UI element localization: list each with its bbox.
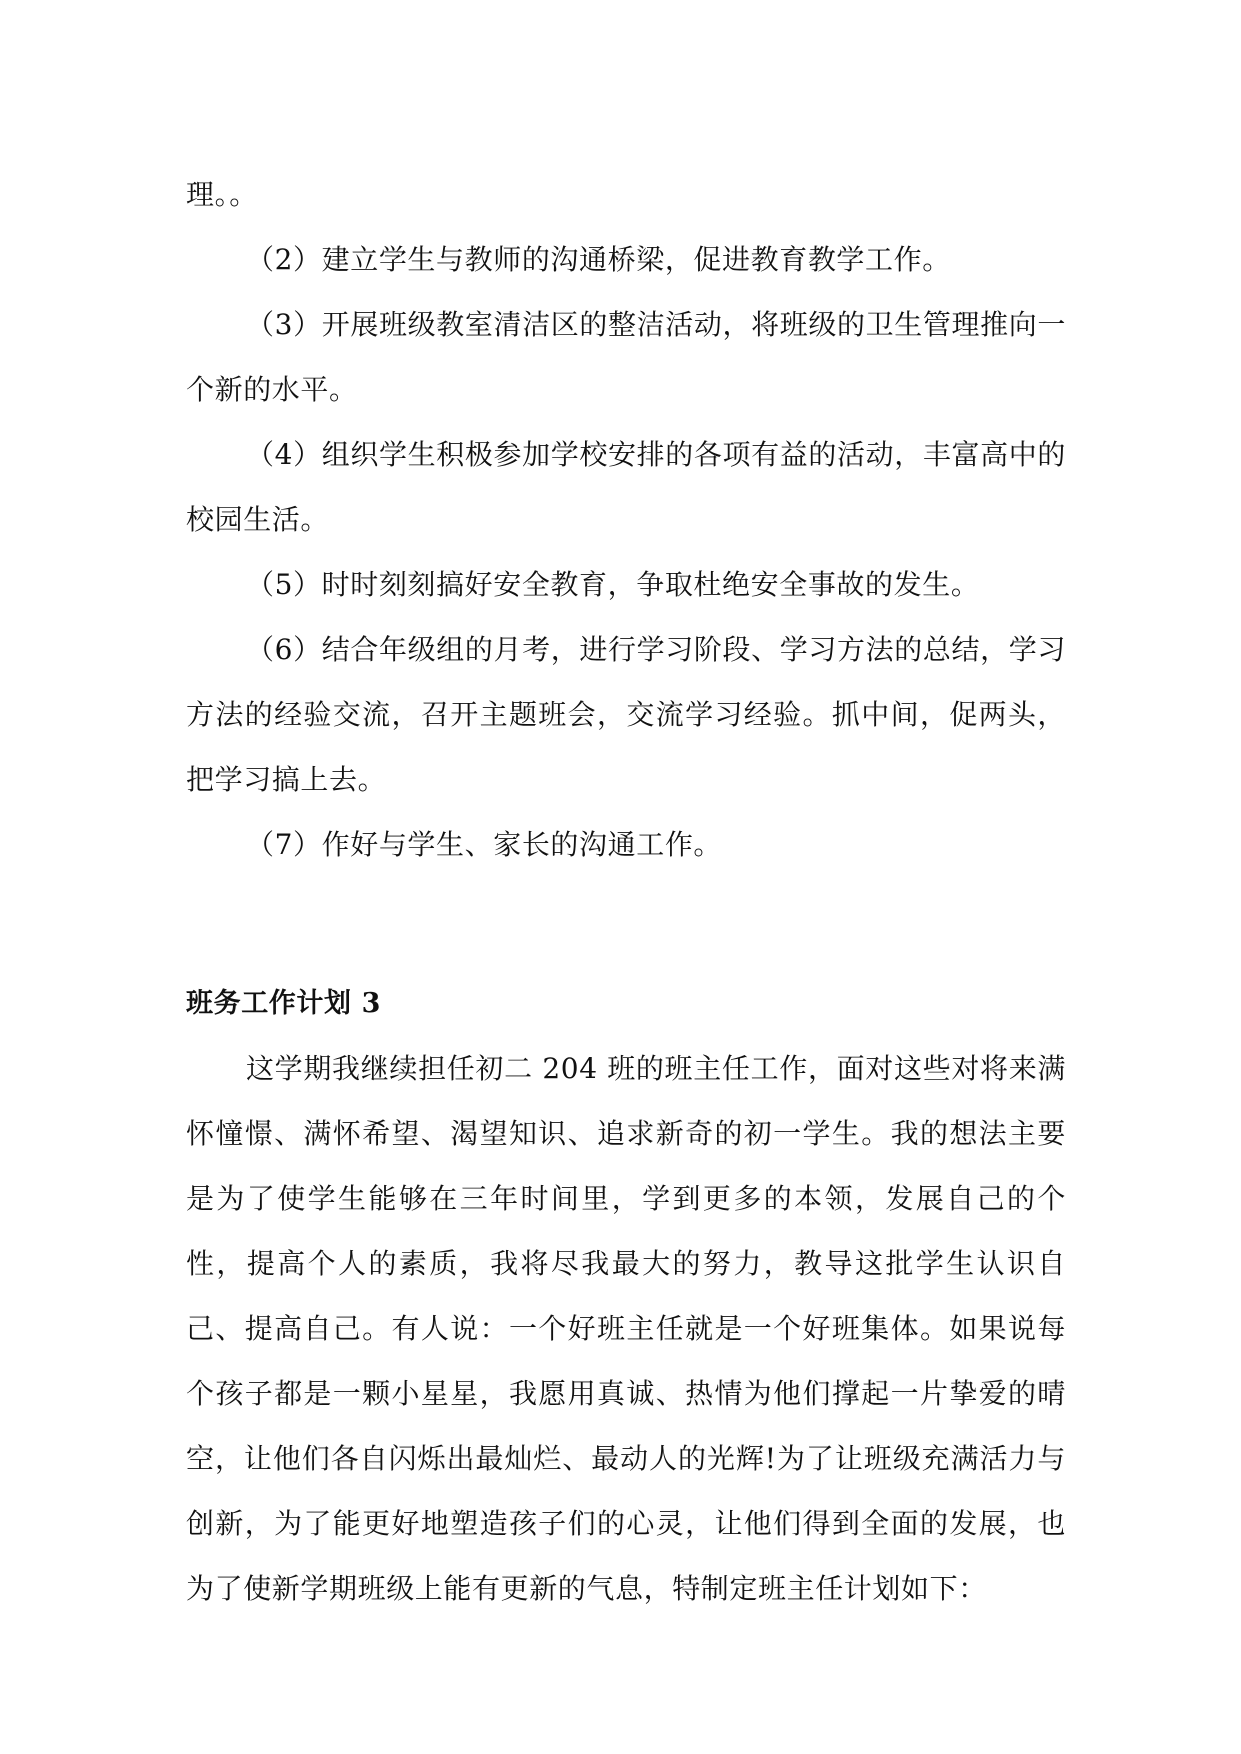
list-item-4: （4）组织学生积极参加学校安排的各项有益的活动，丰富高中的校园生活。 <box>186 438 1066 536</box>
paragraph-continuation: 理。。 <box>186 178 258 211</box>
section-title: 班务工作计划 3 <box>186 988 381 1019</box>
document-body <box>186 162 1066 1621</box>
list-item-6: （6）结合年级组的月考，进行学习阶段、学习方法的总结，学习方法的经验交流，召开主题班会，交流学习经验。抓中间，促两头，把学习搞上去。 <box>186 633 1066 796</box>
body-paragraph: 这学期我继续担任初二 204 班的班主任工作，面对这些对将来满怀憧憬、满怀希望、渴望知识、追求新奇的初一学生。我的想法主要是为了使学生能够在三年时间里，学到更多的本领，发展自己的个性，提高个人的素质，我将尽我最大的努力，教导这批学生认识自己、提高自己。有人说：一个好班主任就是一个好班集体。如果说每个孩子都是一颗小星星，我愿用真诚、热情为他们撑起一片挚爱的晴空，让他们各自闪烁出最灿烂、最动人的光辉!为了让班级充满活力与创新，为了能更好地塑造孩子们的心灵，让他们得到全面的发展，也为了使新学期班级上能有更新的气息，特制定班主任计划如下： <box>186 1052 1066 1605</box>
list-item-5: （5）时时刻刻搞好安全教育，争取杜绝安全事故的发生。 <box>246 568 980 601</box>
list-item-2: （2）建立学生与教师的沟通桥梁，促进教育教学工作。 <box>246 243 951 276</box>
list-item-7: （7）作好与学生、家长的沟通工作。 <box>246 828 723 861</box>
list-item-3: （3）开展班级教室清洁区的整洁活动，将班级的卫生管理推向一个新的水平。 <box>186 308 1066 406</box>
